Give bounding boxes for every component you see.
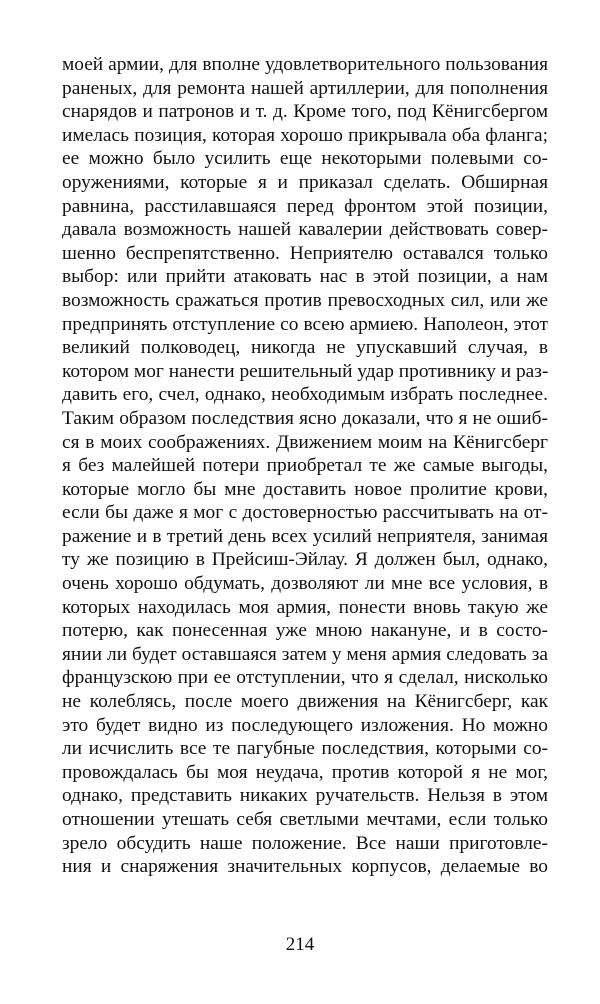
text-line: предпринять отступление со всею армиею. Наполеон, этот [62, 313, 548, 335]
text-line: если бы даже я мог с достоверностью рассчитывать на от- [62, 502, 548, 524]
text-line: снарядов и патронов и т. д. Кроме того, под Кёнигсбергом [62, 101, 548, 123]
text-line: ния и снаряжения значительных корпусов, делаемые во [62, 856, 548, 878]
text-line: великий полководец, никогда не упускавший случая, в [62, 337, 548, 359]
text-line: не колеблясь, после моего движения на Кёнигсберг, как [62, 691, 548, 713]
text-line: зрело обсудить наше положение. Все наши приготовле- [62, 832, 548, 854]
text-line: котором мог нанести решительный удар противнику и раз- [62, 360, 548, 382]
text-line: которые могло бы мне доставить новое пролитие крови, [62, 478, 548, 500]
text-line: это будет видно из последующего изложения. Но можно [62, 714, 548, 736]
text-line: давить его, счел, однако, необходимым избрать последнее. [62, 384, 548, 406]
text-line: выбор: или прийти атаковать нас в этой позиции, а нам [62, 266, 548, 288]
text-line: раненых, для ремонта нашей артиллерии, для пополнения [62, 77, 548, 99]
text-line: отношении утешать себя светлыми мечтами, если только [62, 809, 548, 830]
text-line: потерю, как понесенная уже мною накануне, и в состо- [62, 620, 548, 642]
text-line: ся в моих соображениях. Движением моим на Кёнигсберг [62, 431, 548, 453]
text-line: ее можно было усилить еще некоторыми полевыми со- [62, 148, 548, 170]
text-line: шенно беспрепятственно. Неприятелю оставался только [62, 242, 548, 264]
text-line: равнина, расстилавшаяся перед фронтом этой позиции, [62, 195, 548, 217]
text-line: очень хорошо обдумать, дозволяют ли мне все условия, в [62, 573, 548, 595]
text-line: возможность сражаться против превосходных сил, или же [62, 289, 548, 311]
text-line: однако, представить никаких ручательств. Нельзя в этом [62, 785, 548, 807]
text-line: Таким образом последствия ясно доказали, что я не ошиб- [62, 407, 548, 429]
text-line: давала возможность нашей кавалерии действовать совер- [62, 219, 548, 241]
body-text [62, 53, 548, 879]
text-line: имелась позиция, которая хорошо прикрывала оба фланга; [62, 124, 548, 146]
text-line: янии ли будет оставшаяся затем у меня армия следовать за [62, 643, 548, 665]
text-line: я без малейшей потери приобретал те же самые выгоды, [62, 455, 548, 477]
text-line: провождалась бы моя неудача, против которой я не мог, [62, 761, 548, 783]
text-line: оружениями, которые я и приказал сделать. Обширная [62, 171, 548, 193]
text-line: французскою при ее отступлении, что я сделал, нисколько [62, 667, 548, 689]
page-number: 214 [285, 934, 315, 955]
text-line: ту же позицию в Прейсиш-Эйлау. Я должен был, однако, [62, 549, 548, 571]
text-line: ражение и в третий день всех усилий неприятеля, занимая [62, 525, 548, 547]
text-line: моей армии, для вполне удовлетворительного пользования [62, 54, 548, 75]
text-line: которых находилась моя армия, понести вновь такую же [62, 596, 548, 618]
text-line: ли исчислить все те пагубные последствия, которыми со- [62, 738, 548, 760]
